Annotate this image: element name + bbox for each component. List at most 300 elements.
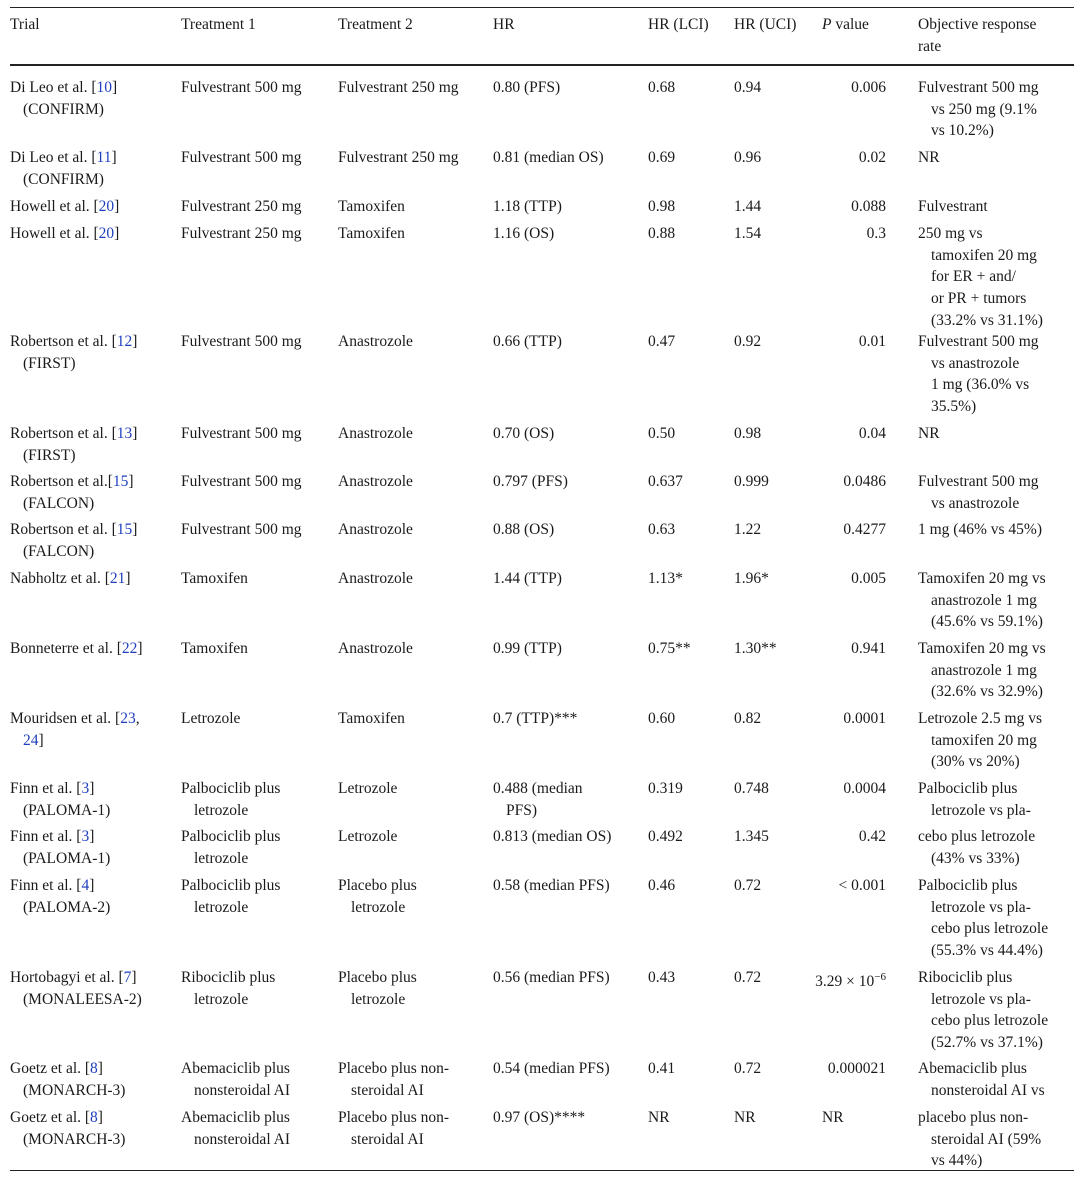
trial-citation (10, 967, 142, 989)
orr-cell-line: or PR + tumors (931, 290, 1027, 308)
trial-bracket: ] (132, 333, 138, 350)
reference-link[interactable]: 20 (98, 198, 115, 215)
treatment-1-cell (181, 1107, 290, 1150)
trial-citation (10, 638, 143, 660)
treatment-2-cell (338, 471, 413, 493)
hr-lci-cell: 0.43 (648, 969, 676, 986)
treatment-1-cell (181, 331, 302, 353)
trial-citation (10, 196, 119, 218)
p-value: 0.941 (851, 640, 886, 657)
reference-link[interactable]: 8 (90, 1109, 98, 1126)
treatment-1-cell-line: Fulvestrant 250 mg (181, 225, 302, 242)
reference-link[interactable]: 23 (120, 710, 136, 727)
p-value: 0.006 (851, 79, 886, 96)
trial-author: Di Leo et al. [ (10, 149, 97, 166)
hr-uci-cell: 0.72 (734, 1060, 762, 1077)
orr-cell (918, 967, 1048, 1054)
hr-uci-cell: NR (734, 1109, 756, 1126)
treatment-2-cell (338, 778, 397, 800)
hr-uci-cell: 1.96* (734, 570, 769, 587)
reference-link[interactable]: 8 (90, 1060, 98, 1077)
treatment-1-cell (181, 708, 240, 730)
treatment-1-cell-line: Fulvestrant 500 mg (181, 333, 302, 350)
hr-lci-cell: 1.13* (648, 570, 683, 587)
hr-cell (493, 1058, 610, 1080)
treatment-1-cell (181, 778, 280, 821)
hr-cell-line: 0.58 (median PFS) (493, 877, 610, 894)
trial-citation (10, 77, 117, 99)
orr-cell (918, 568, 1046, 633)
treatment-2-cell-line: Anastrozole (338, 473, 413, 490)
treatment-2-cell (338, 1107, 449, 1150)
table-bottom-rule (10, 1170, 1074, 1171)
orr-cell (918, 196, 988, 218)
hr-uci-cell: 1.54 (734, 225, 762, 242)
trial-citation (10, 708, 140, 730)
hr-cell (493, 967, 610, 989)
treatment-2-cell (338, 147, 459, 169)
treatment-1-cell-line: Palbociclib plus (181, 877, 281, 894)
hr-cell (493, 77, 560, 99)
orr-cell-line: Ribociclib plus (918, 969, 1013, 986)
trial-bracket: ] (112, 79, 118, 96)
header-treatment-1: Treatment 1 (181, 16, 256, 33)
trial-name: (CONFIRM) (23, 170, 104, 188)
treatment-1-cell-line: Fulvestrant 500 mg (181, 425, 302, 442)
trial-citation (10, 875, 110, 897)
reference-link[interactable]: 7 (123, 969, 132, 986)
p-value-cell (843, 708, 886, 730)
trial-name: (FALCON) (23, 542, 95, 560)
p-value-cell (851, 568, 886, 590)
hr-lci-cell: 0.492 (648, 828, 683, 845)
p-value: 0.02 (858, 149, 886, 166)
p-value: 3.29 × 10 (815, 973, 875, 991)
treatment-1-cell (181, 196, 302, 218)
treatment-2-cell-line: Anastrozole (338, 640, 413, 657)
treatment-1-cell (181, 471, 302, 493)
treatment-2-cell-line: Placebo plus non- (338, 1109, 450, 1126)
trial-author: Finn et al. [ (10, 780, 82, 797)
orr-cell (918, 223, 1043, 332)
treatment-2-cell (338, 77, 459, 99)
trial-citation (10, 519, 137, 541)
orr-cell-line: letrozole vs pla- (931, 990, 1031, 1008)
p-value: 0.000021 (827, 1060, 886, 1077)
table-header-rule (10, 64, 1074, 66)
treatment-1-cell-line: Tamoxifen (181, 640, 248, 657)
hr-cell (493, 778, 583, 821)
trial-cell (10, 638, 143, 660)
hr-lci-cell: 0.68 (648, 79, 676, 96)
p-value: 0.088 (851, 198, 886, 215)
hr-lci-cell: 0.75** (648, 640, 691, 657)
trial-bracket: ] (132, 425, 138, 442)
reference-link[interactable]: 12 (116, 333, 133, 350)
header-orr-line1: Objective response (918, 16, 1037, 33)
hr-lci-cell: 0.50 (648, 425, 676, 442)
trial-author: Finn et al. [ (10, 828, 82, 845)
orr-cell (918, 147, 940, 169)
orr-cell (918, 1107, 1041, 1172)
trial-cell (10, 778, 110, 821)
hr-lci-cell: 0.69 (648, 149, 676, 166)
treatment-2-cell-line: Placebo plus (338, 877, 417, 894)
treatment-2-cell (338, 568, 413, 590)
trial-citation (10, 1107, 125, 1129)
hr-cell (493, 423, 554, 445)
trial-bracket: ] (114, 225, 120, 242)
trial-author: Finn et al. [ (10, 877, 82, 894)
hr-uci-cell: 0.82 (734, 710, 762, 727)
hr-uci-cell: 0.72 (734, 969, 762, 986)
treatment-1-cell (181, 223, 302, 245)
orr-cell-line: letrozole vs pla- (931, 898, 1031, 916)
hr-cell-line: 0.7 (TTP)*** (493, 710, 578, 727)
trial-bracket: ] (89, 780, 95, 797)
treatment-2-cell-line: Fulvestrant 250 mg (338, 79, 459, 96)
trial-bracket: ] (137, 640, 143, 657)
treatment-2-cell-line: Anastrozole (338, 570, 413, 587)
trial-name: (PALOMA-1) (23, 801, 111, 819)
trial-citation (10, 471, 134, 493)
reference-link[interactable]: 20 (98, 225, 115, 242)
treatment-2-cell (338, 223, 405, 245)
trial-cell (10, 223, 119, 245)
trial-bracket: ] (97, 1060, 103, 1077)
trial-bracket: ] (89, 877, 95, 894)
orr-cell-line: anastrozole 1 mg (931, 591, 1037, 609)
hr-uci-cell: 1.345 (734, 828, 769, 845)
treatment-1-cell (181, 147, 302, 169)
trial-bracket: ] (128, 473, 134, 490)
hr-cell-line: 0.813 (median OS) (493, 828, 612, 845)
hr-uci-cell: 0.98 (734, 425, 762, 442)
p-value-cell (828, 1058, 886, 1080)
orr-cell-line: NR (918, 425, 940, 442)
treatment-2-cell (338, 196, 405, 218)
trial-cell (10, 967, 142, 1010)
orr-cell (918, 471, 1039, 514)
treatment-1-cell-line: nonsteroidal AI (194, 1130, 290, 1148)
hr-cell-line: 1.16 (OS) (493, 225, 555, 242)
p-value-cell (859, 147, 886, 169)
hr-cell-line: 0.54 (median PFS) (493, 1060, 610, 1077)
hr-uci-cell: 0.92 (734, 333, 762, 350)
p-value-cell (859, 826, 886, 848)
orr-cell-line: Palbociclib plus (918, 780, 1018, 797)
treatment-2-cell-line: Placebo plus non- (338, 1060, 450, 1077)
header-hr: HR (493, 16, 515, 33)
orr-cell (918, 826, 1035, 869)
header-hr-lci: HR (LCI) (648, 16, 709, 33)
treatment-1-cell-line: Tamoxifen (181, 570, 248, 587)
orr-cell-line: 1 mg (36.0% vs (931, 376, 1030, 394)
hr-cell-line: 0.97 (OS)**** (493, 1109, 586, 1126)
trial-cell (10, 423, 137, 466)
p-value-cell (843, 778, 886, 800)
orr-cell-line: tamoxifen 20 mg (931, 731, 1037, 749)
p-value-cell (843, 519, 886, 541)
trial-cell (10, 331, 137, 374)
hr-lci-cell: 0.319 (648, 780, 683, 797)
treatment-2-cell (338, 638, 413, 660)
treatment-2-cell (338, 875, 417, 918)
treatment-1-cell (181, 519, 302, 541)
trial-cell (10, 568, 131, 590)
orr-cell-line: Palbociclib plus (918, 877, 1018, 894)
trial-cell (10, 196, 119, 218)
reference-link[interactable]: 10 (96, 79, 113, 96)
trial-author: Howell et al. [ (10, 225, 99, 242)
p-value-cell (815, 967, 886, 993)
trial-cell (10, 1058, 125, 1101)
orr-cell-line: nonsteroidal AI vs (931, 1081, 1045, 1099)
header-hr-uci: HR (UCI) (734, 16, 797, 33)
hr-cell (493, 519, 554, 541)
treatment-1-cell-line: Abemaciclib plus (181, 1060, 290, 1077)
treatment-1-cell-line: Fulvestrant 500 mg (181, 149, 302, 166)
treatment-2-cell (338, 1058, 449, 1101)
header-orr-line2: rate (918, 37, 942, 55)
treatment-1-cell-line: Abemaciclib plus (181, 1109, 290, 1126)
treatment-2-cell-line: letrozole (351, 898, 406, 916)
trial-cell (10, 1107, 125, 1150)
reference-link[interactable]: 22 (121, 640, 138, 657)
orr-cell-line: letrozole vs pla- (931, 801, 1031, 819)
treatment-2-cell-line: Letrozole (338, 828, 398, 845)
header-trial: Trial (10, 16, 40, 33)
trial-name: (CONFIRM) (23, 100, 104, 118)
p-value: 0.3 (866, 225, 886, 242)
p-value-cell (867, 223, 886, 245)
treatment-2-cell-line: Tamoxifen (338, 198, 405, 215)
trial-author: Goetz et al. [ (10, 1060, 91, 1077)
orr-cell (918, 519, 1042, 541)
trial-author: Robertson et al. [ (10, 333, 117, 350)
orr-cell-line: Fulvestrant 500 mg (918, 79, 1039, 96)
trial-citation (10, 331, 137, 353)
trial-citation (10, 147, 117, 169)
trial-author: Hortobagyi et al. [ (10, 969, 124, 986)
hr-lci-cell: 0.98 (648, 198, 676, 215)
treatment-1-cell-line: Fulvestrant 500 mg (181, 79, 302, 96)
treatment-2-cell-line: Anastrozole (338, 521, 413, 538)
hr-cell (493, 223, 554, 245)
header-p-symbol: P (822, 16, 832, 33)
orr-cell-line: vs 44%) (931, 1152, 983, 1170)
hr-uci-cell: 0.72 (734, 877, 762, 894)
reference-link[interactable]: 11 (96, 149, 112, 166)
p-value-cell (839, 875, 887, 897)
reference-link[interactable]: 3 (81, 780, 90, 797)
hr-lci-cell: NR (648, 1109, 670, 1126)
orr-cell-line: Tamoxifen 20 mg vs (918, 570, 1046, 587)
hr-cell-line: 0.66 (TTP) (493, 333, 562, 350)
treatment-2-cell-line: Anastrozole (338, 333, 413, 350)
hr-cell (493, 147, 604, 169)
orr-cell-line: (55.3% vs 44.4%) (931, 942, 1043, 960)
trial-cell (10, 519, 137, 562)
hr-cell (493, 1107, 585, 1129)
treatment-1-cell-line: Fulvestrant 500 mg (181, 521, 302, 538)
header-orr (918, 14, 1036, 57)
orr-cell-line: 250 mg vs (918, 225, 983, 242)
p-value: 0.01 (858, 333, 886, 350)
hr-uci-cell: 0.94 (734, 79, 762, 96)
hr-cell (493, 826, 611, 848)
hr-cell (493, 875, 610, 897)
trial-author: Robertson et al. [ (10, 521, 117, 538)
hr-cell (493, 196, 562, 218)
treatment-2-cell-line: Placebo plus (338, 969, 417, 986)
hr-cell-line: 1.44 (TTP) (493, 570, 562, 587)
trial-bracket: ] (132, 521, 138, 538)
orr-cell-line: (45.6% vs 59.1%) (931, 613, 1043, 631)
trial-author: Mouridsen et al. [ (10, 710, 121, 727)
p-value-cell (851, 638, 886, 660)
p-value: 0.0001 (843, 710, 886, 727)
hr-uci-cell: 0.96 (734, 149, 762, 166)
orr-cell-line: vs 250 mg (9.1% (931, 100, 1037, 118)
trial-cell (10, 147, 117, 190)
trial-bracket: ] (89, 828, 95, 845)
hr-cell-line: 0.70 (OS) (493, 425, 555, 442)
trial-author: Bonneterre et al. [ (10, 640, 122, 657)
orr-cell-line: vs anastrozole (931, 494, 1020, 512)
orr-cell (918, 638, 1046, 703)
hr-uci-cell: 0.999 (734, 473, 769, 490)
treatment-2-cell-line: Tamoxifen (338, 710, 405, 727)
orr-cell (918, 331, 1039, 418)
trial-author: Di Leo et al. [ (10, 79, 97, 96)
trial-author: Goetz et al. [ (10, 1109, 91, 1126)
treatment-1-cell (181, 638, 248, 660)
header-p-word: value (831, 16, 869, 33)
orr-cell-line: cebo plus letrozole (931, 920, 1049, 938)
treatment-2-cell (338, 331, 413, 353)
trial-name: (MONARCH-3) (23, 1081, 126, 1099)
hr-cell (493, 568, 562, 590)
hr-lci-cell: 0.60 (648, 710, 676, 727)
hr-cell-line: 0.488 (median (493, 780, 583, 797)
reference-link[interactable]: 24 (23, 731, 39, 749)
p-value-cell (859, 423, 886, 445)
orr-cell-line: Letrozole 2.5 mg vs (918, 710, 1042, 727)
treatment-2-cell-line: steroidal AI (351, 1081, 424, 1099)
treatment-1-cell-line: Letrozole (181, 710, 241, 727)
treatment-2-cell-line: Anastrozole (338, 425, 413, 442)
orr-cell-line: Abemaciclib plus (918, 1060, 1027, 1077)
orr-cell (918, 708, 1042, 773)
hr-cell-line: PFS) (506, 801, 538, 819)
treatment-2-cell (338, 708, 405, 730)
reference-link[interactable]: 13 (116, 425, 133, 442)
trial-bracket: ] (38, 731, 44, 749)
trial-name: (FIRST) (23, 354, 76, 372)
p-value: < 0.001 (838, 877, 886, 894)
p-value: 0.42 (858, 828, 886, 845)
trial-name: (MONALEESA-2) (23, 990, 142, 1008)
p-value-cell (851, 196, 886, 218)
trial-name: (FIRST) (23, 446, 76, 464)
trial-bracket: , (135, 710, 140, 727)
table-top-rule (10, 7, 1074, 8)
hr-cell-line: 0.88 (OS) (493, 521, 555, 538)
treatment-1-cell-line: letrozole (194, 990, 249, 1008)
p-value: NR (822, 1109, 844, 1126)
treatment-1-cell-line: Palbociclib plus (181, 780, 281, 797)
treatment-1-cell-line: Fulvestrant 250 mg (181, 198, 302, 215)
hr-cell-line: 0.56 (median PFS) (493, 969, 610, 986)
treatment-1-cell-line: letrozole (194, 801, 249, 819)
orr-cell-line: 35.5%) (931, 398, 977, 416)
treatment-2-cell (338, 519, 413, 541)
treatment-1-cell (181, 967, 275, 1010)
trial-name: (FALCON) (23, 494, 95, 512)
orr-cell-line: vs anastrozole (931, 354, 1020, 372)
orr-cell-line: vs 10.2%) (931, 122, 994, 140)
hr-cell-line: 0.797 (PFS) (493, 473, 568, 490)
trial-citation (10, 423, 137, 445)
trial-author: Nabholtz et al. [ (10, 570, 110, 587)
treatment-2-cell-line: Tamoxifen (338, 225, 405, 242)
orr-cell (918, 875, 1048, 962)
orr-cell-line: placebo plus non- (918, 1109, 1029, 1126)
hr-cell-line: 1.18 (TTP) (493, 198, 562, 215)
orr-cell-line: anastrozole 1 mg (931, 661, 1037, 679)
treatment-1-cell-line: letrozole (194, 849, 249, 867)
orr-cell-line: 1 mg (46% vs 45%) (918, 521, 1042, 538)
p-value: 0.005 (851, 570, 886, 587)
orr-cell-line: (52.7% vs 37.1%) (931, 1034, 1043, 1052)
trial-citation (10, 1058, 125, 1080)
treatment-1-cell (181, 1058, 290, 1101)
p-value-cell (843, 471, 886, 493)
orr-cell-line: (43% vs 33%) (931, 849, 1020, 867)
reference-link[interactable]: 15 (112, 473, 129, 490)
trial-citation (10, 223, 119, 245)
hr-cell (493, 331, 562, 353)
treatment-1-cell (181, 826, 280, 869)
hr-cell-line: 0.99 (TTP) (493, 640, 562, 657)
orr-cell (918, 77, 1039, 142)
treatment-2-cell (338, 967, 417, 1010)
orr-cell-line: (33.2% vs 31.1%) (931, 311, 1043, 329)
orr-cell (918, 423, 940, 445)
hr-uci-cell: 1.44 (734, 198, 762, 215)
treatment-2-cell-line: Fulvestrant 250 mg (338, 149, 459, 166)
trial-name: (PALOMA-2) (23, 898, 111, 916)
hr-cell (493, 638, 562, 660)
trial-bracket: ] (97, 1109, 103, 1126)
treatment-1-cell (181, 875, 280, 918)
trial-bracket: ] (111, 149, 117, 166)
treatment-1-cell (181, 568, 248, 590)
trial-citation (10, 778, 110, 800)
reference-link[interactable]: 21 (109, 570, 126, 587)
reference-link[interactable]: 4 (81, 877, 90, 894)
orr-cell-line: (30% vs 20%) (931, 753, 1020, 771)
trial-citation (10, 568, 131, 590)
trial-author: Robertson et al.[ (10, 473, 113, 490)
reference-link[interactable]: 3 (81, 828, 90, 845)
treatment-2-cell (338, 423, 413, 445)
hr-cell-line: 0.81 (median OS) (493, 149, 604, 166)
reference-link[interactable]: 15 (116, 521, 133, 538)
trial-cell (10, 471, 134, 514)
treatment-2-cell-line: letrozole (351, 990, 406, 1008)
